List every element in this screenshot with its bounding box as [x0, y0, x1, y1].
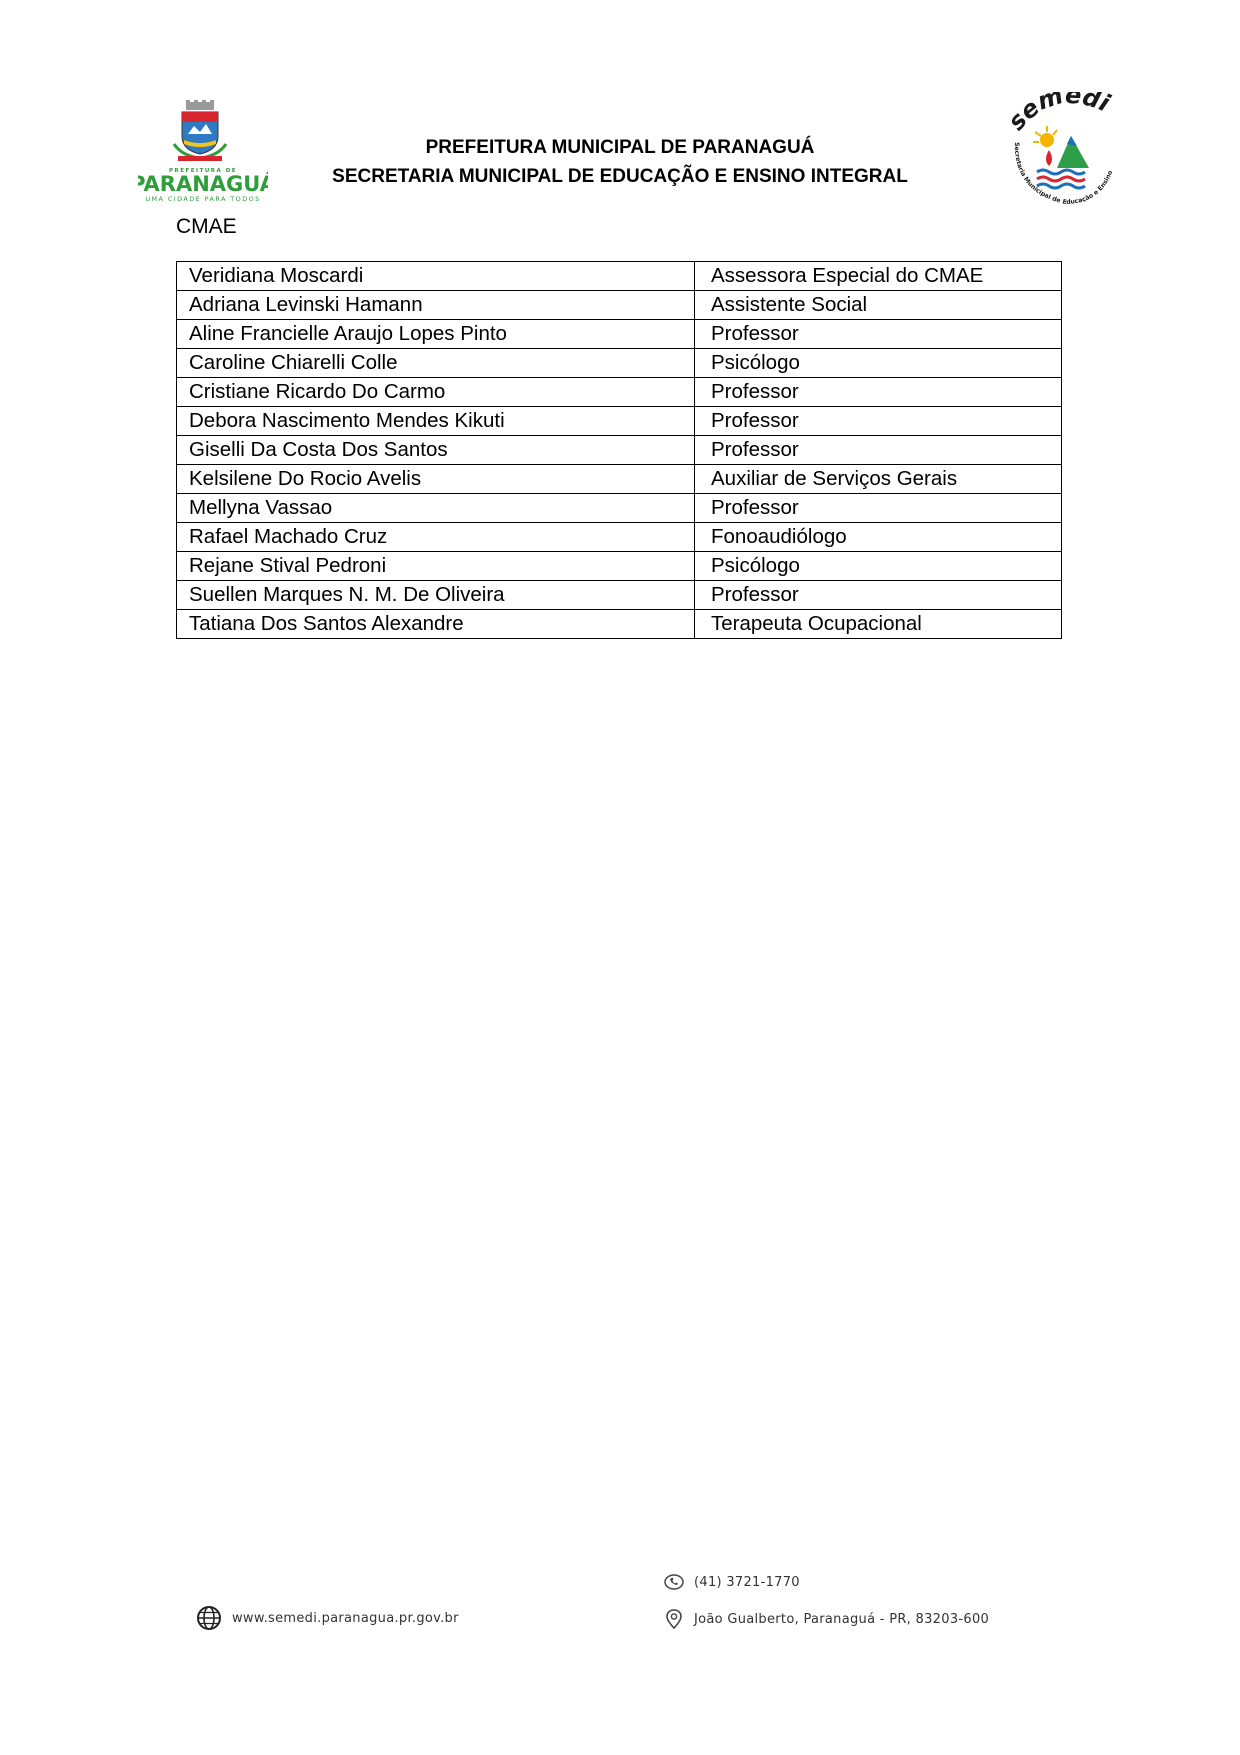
staff-role: Assistente Social [695, 291, 1062, 320]
table-row [177, 436, 1062, 465]
staff-table [176, 261, 1062, 639]
table-row [177, 581, 1062, 610]
staff-name: Adriana Levinski Hamann [177, 291, 695, 320]
section-label: CMAE [176, 215, 237, 238]
header-line-1: PREFEITURA MUNICIPAL DE PARANAGUÁ [425, 137, 815, 158]
staff-name: Rafael Machado Cruz [177, 523, 695, 552]
table-row [177, 552, 1062, 581]
staff-role: Assessora Especial do CMAE [695, 262, 1062, 291]
svg-text:UMA CIDADE PARA TODOS: UMA CIDADE PARA TODOS [145, 195, 261, 203]
staff-name: Mellyna Vassao [177, 494, 695, 523]
staff-role: Professor [695, 581, 1062, 610]
table-row [177, 320, 1062, 349]
staff-role: Professor [695, 407, 1062, 436]
table-row [177, 610, 1062, 639]
staff-name: Cristiane Ricardo Do Carmo [177, 378, 695, 407]
footer-phone [664, 1572, 800, 1592]
svg-text:semedi: semedi [1005, 92, 1114, 136]
table-row [177, 494, 1062, 523]
staff-name: Aline Francielle Araujo Lopes Pinto [177, 320, 695, 349]
staff-role: Psicólogo [695, 552, 1062, 581]
table-row [177, 523, 1062, 552]
staff-role: Terapeuta Ocupacional [695, 610, 1062, 639]
footer-address [664, 1608, 989, 1630]
table-row [177, 407, 1062, 436]
svg-text:PARANAGUÁ: ARANAGUÁ [143, 172, 268, 196]
table-row [177, 291, 1062, 320]
staff-name: Suellen Marques N. M. De Oliveira [177, 581, 695, 610]
phone-icon [664, 1572, 684, 1592]
staff-name: Debora Nascimento Mendes Kikuti [177, 407, 695, 436]
header-line-2: SECRETARIA MUNICIPAL DE EDUCAÇÃO E ENSINO INTEGRAL [332, 166, 908, 187]
svg-text:Secretaria Municipal de Educaç: Secretaria Municipal de Educação e Ensino [1012, 142, 1115, 207]
website-link[interactable]: www.semedi.paranagua.pr.gov.br [232, 1610, 459, 1626]
semedi-logo [1005, 92, 1123, 210]
staff-role: Professor [695, 494, 1062, 523]
staff-name: Tatiana Dos Santos Alexandre [177, 610, 695, 639]
staff-role: Psicólogo [695, 349, 1062, 378]
footer [0, 1570, 1240, 1650]
globe-icon [196, 1605, 222, 1631]
address-text: João Gualberto, Paranaguá - PR, 83203-600 [694, 1611, 990, 1627]
staff-name: Rejane Stival Pedroni [177, 552, 695, 581]
table-row [177, 378, 1062, 407]
staff-name: Kelsilene Do Rocio Avelis [177, 465, 695, 494]
table-row [177, 262, 1062, 291]
staff-role: Professor [695, 436, 1062, 465]
location-pin-icon [664, 1608, 684, 1630]
semedi-logo-icon [1005, 92, 1123, 210]
staff-role: Fonoaudiólogo [695, 523, 1062, 552]
staff-role: Professor [695, 320, 1062, 349]
staff-name: Giselli Da Costa Dos Santos [177, 436, 695, 465]
table-row [177, 349, 1062, 378]
table-row [177, 465, 1062, 494]
phone-number: (41) 3721-1770 [694, 1574, 800, 1590]
staff-name: Veridiana Moscardi [177, 262, 695, 291]
footer-website [196, 1605, 459, 1631]
staff-role: Auxiliar de Serviços Gerais [695, 465, 1062, 494]
svg-text:PREFEITURA DE: PREFEITURA DE [168, 168, 238, 174]
staff-role: Professor [695, 378, 1062, 407]
staff-name: Caroline Chiarelli Colle [177, 349, 695, 378]
